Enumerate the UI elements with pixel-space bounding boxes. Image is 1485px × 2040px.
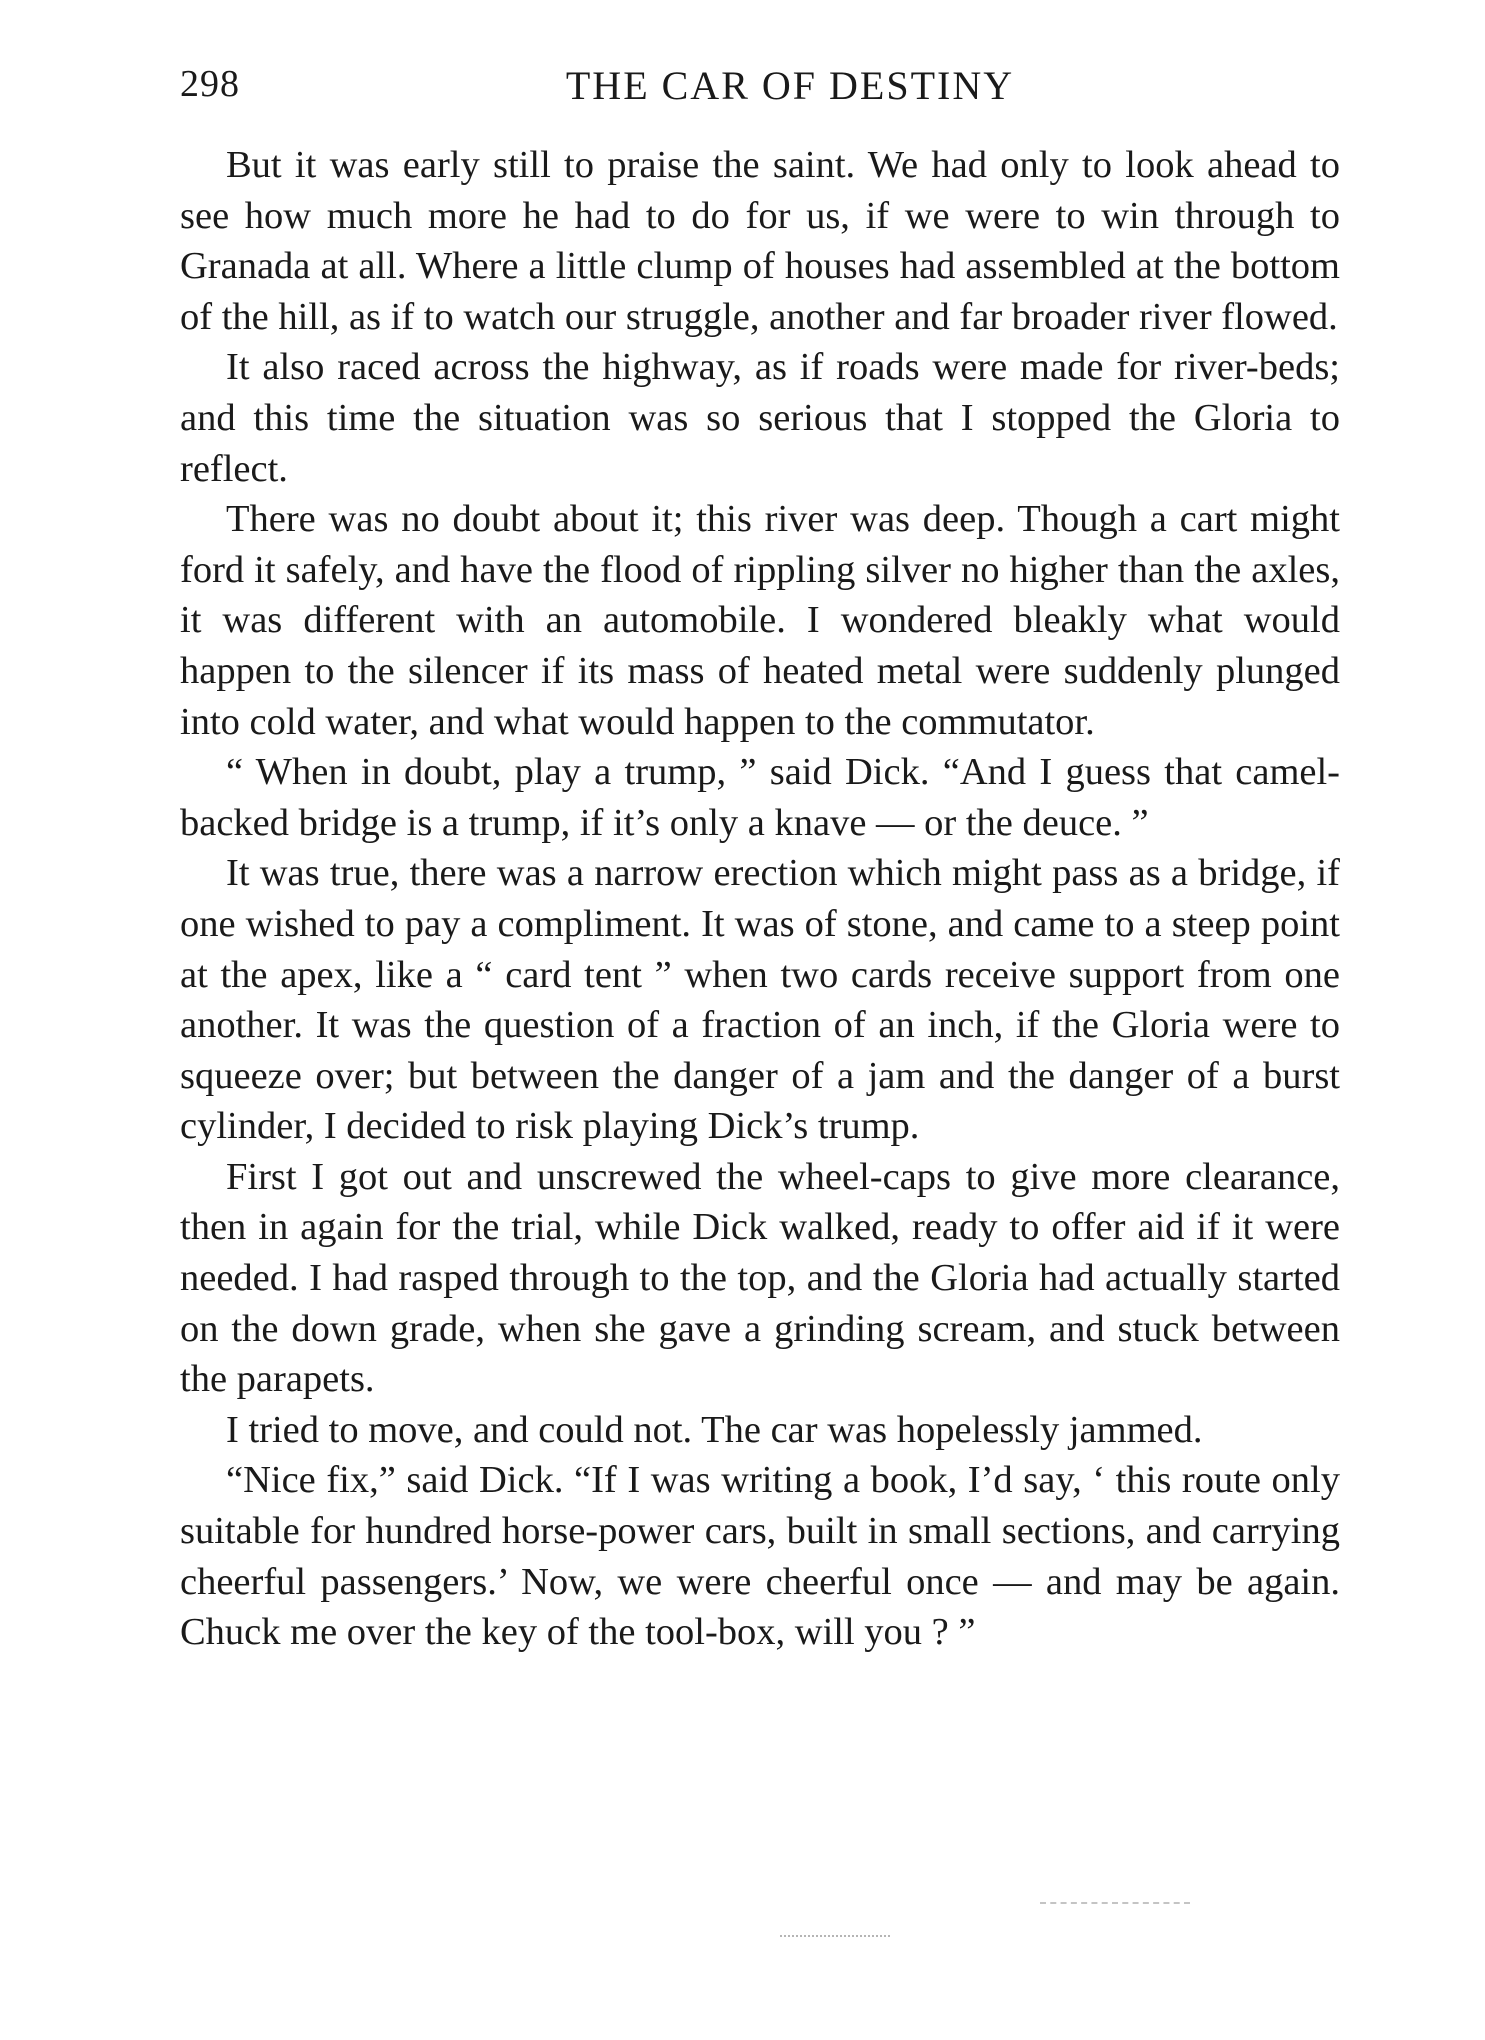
scan-artifact-dashes bbox=[1040, 1902, 1190, 1904]
paragraph: It was true, there was a narrow erection which might pass as a bridge, if one wished to pay a compliment. It was of stone, and came to a steep point at the apex, like a “ card tent ” when two cards receive support from one another. It was the question of a fraction of an inch, if the Gloria were to squeeze over; but between the danger of a jam and the danger of a burst cylinder, I decided to risk playing Dick’s trump. bbox=[180, 852, 1340, 1148]
running-title: THE CAR OF DESTINY bbox=[565, 63, 1015, 108]
paragraph: “ When in doubt, play a trump, ” said Dick. “And I guess that camel-backed bridge is a trump, if it’s only a knave — or the deuce. ” bbox=[180, 751, 1340, 844]
paragraph: There was no doubt about it; this river was deep. Though a cart might ford it safely, and have the flood of rippling silver no higher than the axles, it was different with an automobile. I wondered bleakly what would happen to the silencer if its mass of heated metal were suddenly plunged into cold water, and what would happen to the commutator. bbox=[180, 498, 1340, 743]
page-header bbox=[180, 62, 1340, 122]
paragraph: I tried to move, and could not. The car was hopelessly jammed. bbox=[226, 1408, 1203, 1451]
paragraph: It also raced across the highway, as if roads were made for river-beds; and this time the situation was so serious that I stopped the Gloria to reflect. bbox=[180, 346, 1340, 490]
scan-artifact-dots bbox=[780, 1935, 890, 1937]
page-number: 298 bbox=[180, 63, 240, 105]
body-text bbox=[180, 140, 1340, 1658]
paragraph: First I got out and unscrewed the wheel-caps to give more clearance, then in again for the trial, while Dick walked, ready to offer aid if it were needed. I had rasped through to the top, and the Gloria had actually started on the down grade, when she gave a grinding scream, and stuck between the parapets. bbox=[180, 1155, 1340, 1401]
paragraph: But it was early still to praise the saint. We had only to look ahead to see how much more he had to do for us, if we were to win through to Granada at all. Where a little clump of houses had assembled at the bottom of the hill, as if to watch our struggle, another and far broader river flowed. bbox=[180, 144, 1340, 338]
paragraph: “Nice fix,” said Dick. “If I was writing a book, I’d say, ‘ this route only suitable for hundred horse-power cars, built in small sections, and carrying cheerful passengers.’ Now, we were cheerful once — and may be again. Chuck me over the key of the tool-box, will you ? ” bbox=[180, 1459, 1340, 1654]
